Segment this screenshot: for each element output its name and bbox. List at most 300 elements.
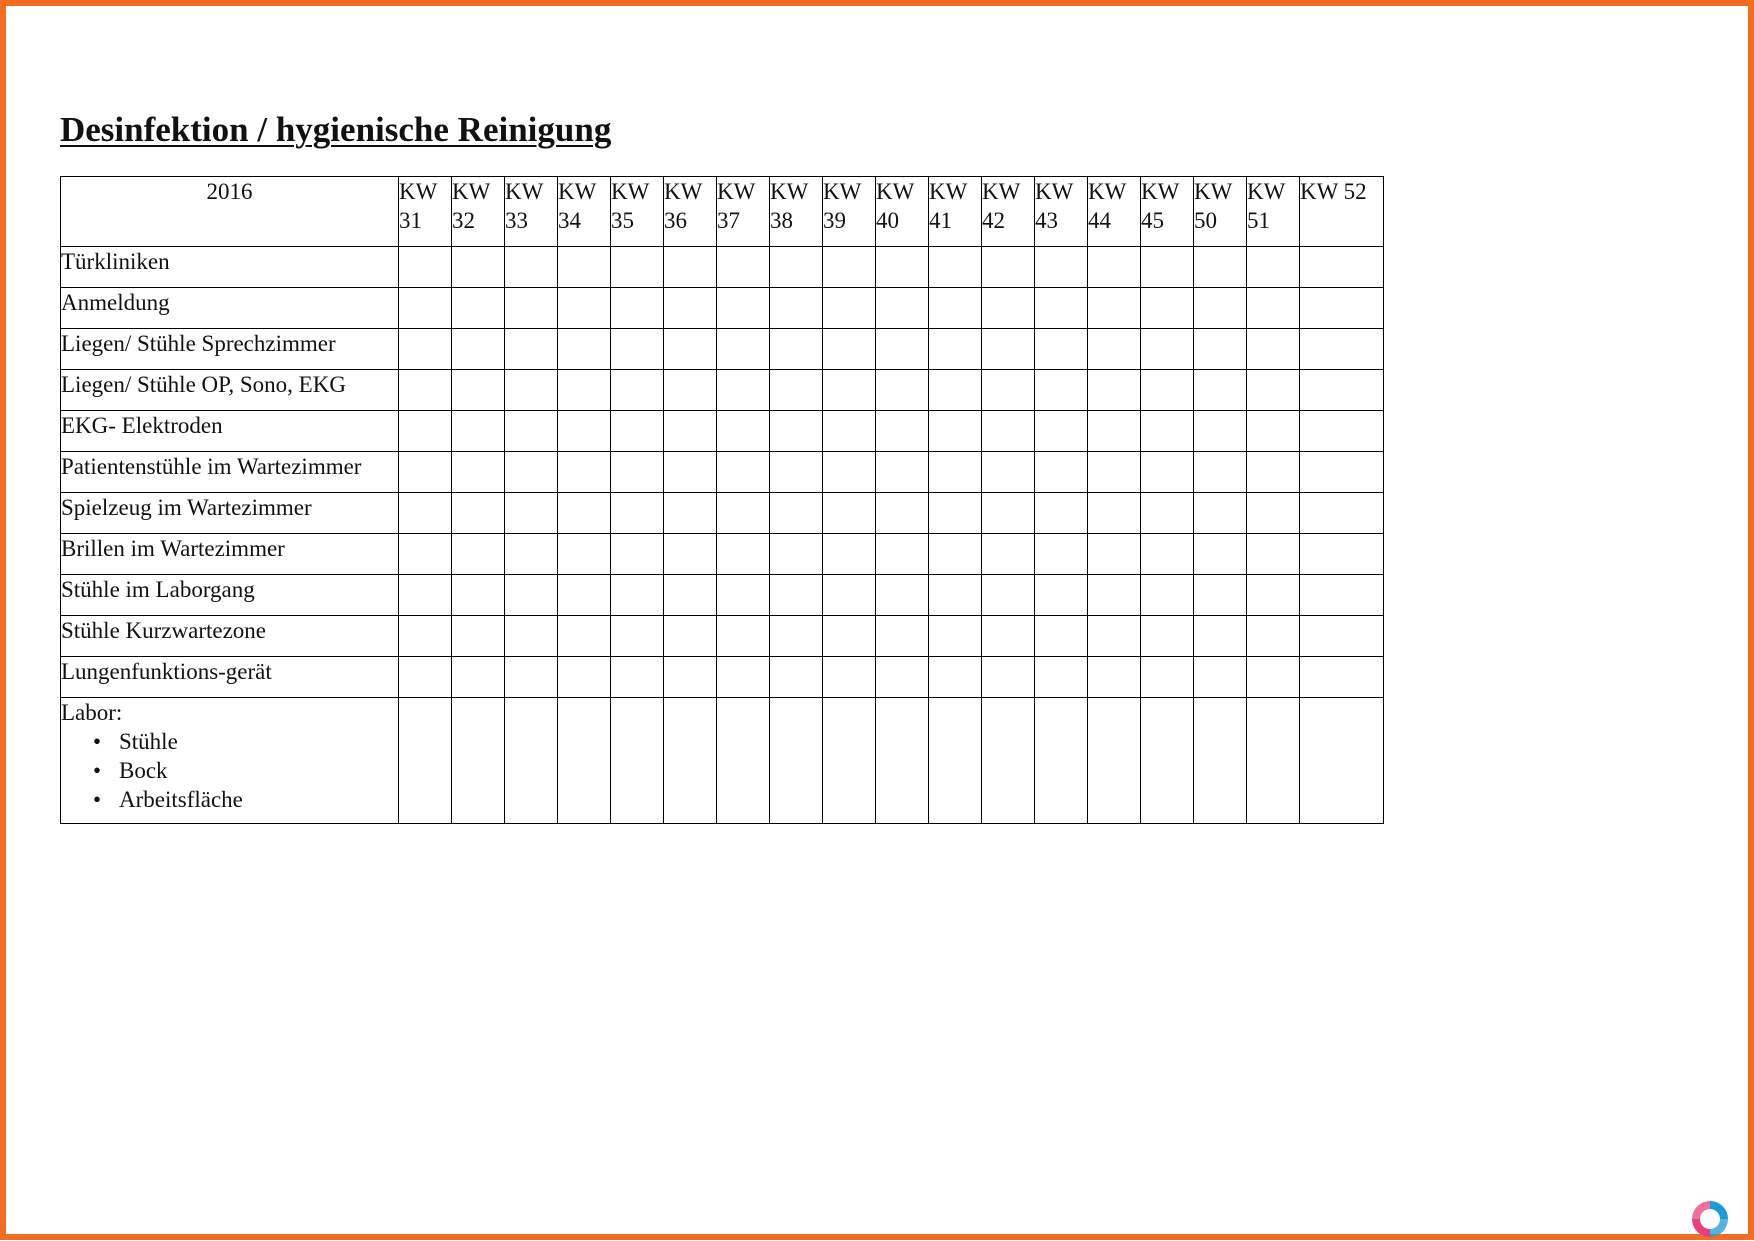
week-label: KW <box>611 179 650 204</box>
check-cell <box>823 534 876 575</box>
check-cell <box>1247 493 1300 534</box>
table-row <box>61 452 1384 493</box>
week-label: KW <box>1194 179 1233 204</box>
check-cell <box>823 616 876 657</box>
week-number: 36 <box>664 208 687 233</box>
check-cell <box>558 329 611 370</box>
check-cell <box>664 411 717 452</box>
check-cell <box>1035 247 1088 288</box>
check-cell <box>717 575 770 616</box>
check-cell <box>1141 616 1194 657</box>
check-cell <box>1247 329 1300 370</box>
check-cell <box>876 616 929 657</box>
check-cell <box>982 534 1035 575</box>
check-cell <box>982 411 1035 452</box>
check-cell <box>1035 370 1088 411</box>
list-item: • Arbeitsfläche <box>119 785 398 814</box>
check-cell <box>1035 657 1088 698</box>
check-cell <box>664 493 717 534</box>
check-cell <box>558 411 611 452</box>
week-label: KW <box>876 179 915 204</box>
table-row-labor <box>61 698 1384 824</box>
check-cell <box>1141 329 1194 370</box>
check-cell <box>1088 247 1141 288</box>
check-cell <box>611 370 664 411</box>
check-cell <box>1088 616 1141 657</box>
check-cell <box>1300 411 1384 452</box>
week-label: KW <box>929 179 968 204</box>
row-label: Lungenfunktions-gerät <box>61 657 399 698</box>
week-label: KW <box>452 179 491 204</box>
week-number: 41 <box>929 208 952 233</box>
disinfection-schedule-table <box>60 176 1384 824</box>
week-number: 45 <box>1141 208 1164 233</box>
week-header <box>399 177 452 247</box>
check-cell <box>717 534 770 575</box>
check-cell <box>1247 370 1300 411</box>
check-cell <box>1300 534 1384 575</box>
week-header <box>505 177 558 247</box>
check-cell <box>823 329 876 370</box>
check-cell <box>664 616 717 657</box>
table-row <box>61 657 1384 698</box>
check-cell <box>876 452 929 493</box>
week-label: KW <box>717 179 756 204</box>
table-row <box>61 329 1384 370</box>
check-cell <box>1035 411 1088 452</box>
week-header <box>1035 177 1088 247</box>
week-header <box>717 177 770 247</box>
check-cell <box>611 616 664 657</box>
check-cell <box>399 657 452 698</box>
check-cell <box>982 370 1035 411</box>
check-cell <box>1194 288 1247 329</box>
check-cell <box>982 616 1035 657</box>
check-cell <box>452 247 505 288</box>
check-cell <box>664 288 717 329</box>
week-header <box>1300 177 1384 247</box>
check-cell <box>876 534 929 575</box>
week-label: KW <box>399 179 438 204</box>
check-cell <box>770 575 823 616</box>
week-label: KW <box>770 179 809 204</box>
check-cell <box>1194 370 1247 411</box>
check-cell <box>876 575 929 616</box>
check-cell <box>1141 698 1194 824</box>
check-cell <box>399 616 452 657</box>
week-number: 44 <box>1088 208 1111 233</box>
check-cell <box>1141 452 1194 493</box>
check-cell <box>717 493 770 534</box>
check-cell <box>664 575 717 616</box>
check-cell <box>558 493 611 534</box>
check-cell <box>1300 616 1384 657</box>
check-cell <box>770 534 823 575</box>
week-header <box>770 177 823 247</box>
row-label: Stühle im Laborgang <box>61 575 399 616</box>
check-cell <box>505 411 558 452</box>
check-cell <box>505 370 558 411</box>
check-cell <box>505 329 558 370</box>
check-cell <box>1194 698 1247 824</box>
check-cell <box>717 247 770 288</box>
check-cell <box>823 575 876 616</box>
check-cell <box>717 616 770 657</box>
check-cell <box>770 452 823 493</box>
check-cell <box>876 288 929 329</box>
check-cell <box>1088 534 1141 575</box>
check-cell <box>558 247 611 288</box>
check-cell <box>611 575 664 616</box>
week-number: 32 <box>452 208 475 233</box>
labor-items-list <box>61 727 398 814</box>
check-cell <box>558 616 611 657</box>
check-cell <box>558 370 611 411</box>
check-cell <box>929 575 982 616</box>
check-cell <box>1194 616 1247 657</box>
check-cell <box>1247 411 1300 452</box>
check-cell <box>982 452 1035 493</box>
check-cell <box>1194 575 1247 616</box>
check-cell <box>399 493 452 534</box>
check-cell <box>929 452 982 493</box>
check-cell <box>452 288 505 329</box>
check-cell <box>1088 452 1141 493</box>
week-header <box>611 177 664 247</box>
check-cell <box>1300 370 1384 411</box>
week-number: 50 <box>1194 208 1217 233</box>
week-number: 34 <box>558 208 581 233</box>
check-cell <box>505 247 558 288</box>
check-cell <box>452 534 505 575</box>
check-cell <box>770 288 823 329</box>
week-header <box>823 177 876 247</box>
check-cell <box>1141 493 1194 534</box>
week-header <box>876 177 929 247</box>
check-cell <box>717 657 770 698</box>
check-cell <box>982 329 1035 370</box>
row-label: Türkliniken <box>61 247 399 288</box>
check-cell <box>1300 575 1384 616</box>
check-cell <box>558 657 611 698</box>
check-cell <box>982 698 1035 824</box>
check-cell <box>452 493 505 534</box>
check-cell <box>558 288 611 329</box>
check-cell <box>1035 493 1088 534</box>
check-cell <box>1035 534 1088 575</box>
row-label: Patientenstühle im Wartezimmer <box>61 452 399 493</box>
check-cell <box>664 452 717 493</box>
week-number: 40 <box>876 208 899 233</box>
check-cell <box>664 247 717 288</box>
list-item: • Bock <box>119 756 398 785</box>
check-cell <box>929 329 982 370</box>
check-cell <box>399 329 452 370</box>
circular-arrows-logo-icon <box>1688 1197 1732 1241</box>
check-cell <box>1141 288 1194 329</box>
check-cell <box>505 698 558 824</box>
check-cell <box>399 288 452 329</box>
check-cell <box>399 534 452 575</box>
week-header <box>982 177 1035 247</box>
check-cell <box>823 698 876 824</box>
check-cell <box>399 698 452 824</box>
table-row <box>61 493 1384 534</box>
check-cell <box>1088 329 1141 370</box>
week-label: KW 52 <box>1300 179 1367 204</box>
check-cell <box>399 575 452 616</box>
check-cell <box>770 616 823 657</box>
check-cell <box>1141 247 1194 288</box>
check-cell <box>664 370 717 411</box>
check-cell <box>1194 657 1247 698</box>
check-cell <box>1088 370 1141 411</box>
check-cell <box>452 329 505 370</box>
week-number: 42 <box>982 208 1005 233</box>
row-label: Spielzeug im Wartezimmer <box>61 493 399 534</box>
check-cell <box>823 452 876 493</box>
labor-label-cell <box>61 698 399 824</box>
week-label: KW <box>558 179 597 204</box>
check-cell <box>558 575 611 616</box>
check-cell <box>717 698 770 824</box>
check-cell <box>1088 575 1141 616</box>
check-cell <box>929 657 982 698</box>
check-cell <box>982 247 1035 288</box>
check-cell <box>1194 534 1247 575</box>
week-label: KW <box>1088 179 1127 204</box>
check-cell <box>929 288 982 329</box>
check-cell <box>1035 698 1088 824</box>
week-label: KW <box>823 179 862 204</box>
check-cell <box>399 411 452 452</box>
check-cell <box>1300 452 1384 493</box>
check-cell <box>452 575 505 616</box>
check-cell <box>876 657 929 698</box>
check-cell <box>982 493 1035 534</box>
check-cell <box>452 616 505 657</box>
check-cell <box>717 452 770 493</box>
row-label: EKG- Elektroden <box>61 411 399 452</box>
check-cell <box>505 616 558 657</box>
page-title: Desinfektion / hygienische Reinigung <box>60 110 612 149</box>
week-label: KW <box>505 179 544 204</box>
week-header <box>1194 177 1247 247</box>
check-cell <box>1035 575 1088 616</box>
check-cell <box>929 616 982 657</box>
table-row <box>61 411 1384 452</box>
check-cell <box>452 698 505 824</box>
check-cell <box>611 493 664 534</box>
check-cell <box>1088 657 1141 698</box>
check-cell <box>664 534 717 575</box>
table-row <box>61 370 1384 411</box>
check-cell <box>664 657 717 698</box>
check-cell <box>929 411 982 452</box>
row-label: Liegen/ Stühle OP, Sono, EKG <box>61 370 399 411</box>
week-number: 51 <box>1247 208 1270 233</box>
week-header <box>452 177 505 247</box>
check-cell <box>558 534 611 575</box>
check-cell <box>664 329 717 370</box>
check-cell <box>982 288 1035 329</box>
check-cell <box>1194 329 1247 370</box>
week-number: 43 <box>1035 208 1058 233</box>
check-cell <box>1300 698 1384 824</box>
check-cell <box>611 698 664 824</box>
week-label: KW <box>982 179 1021 204</box>
check-cell <box>1035 452 1088 493</box>
check-cell <box>770 493 823 534</box>
table-header-row <box>61 177 1384 247</box>
check-cell <box>770 370 823 411</box>
check-cell <box>1088 288 1141 329</box>
check-cell <box>1247 575 1300 616</box>
check-cell <box>664 698 717 824</box>
week-header <box>1247 177 1300 247</box>
week-label: KW <box>664 179 703 204</box>
check-cell <box>717 288 770 329</box>
table-row <box>61 575 1384 616</box>
check-cell <box>505 493 558 534</box>
check-cell <box>929 534 982 575</box>
check-cell <box>1300 288 1384 329</box>
check-cell <box>611 411 664 452</box>
check-cell <box>823 247 876 288</box>
check-cell <box>1035 616 1088 657</box>
check-cell <box>611 657 664 698</box>
check-cell <box>823 288 876 329</box>
check-cell <box>823 493 876 534</box>
check-cell <box>1247 247 1300 288</box>
check-cell <box>929 493 982 534</box>
check-cell <box>1300 329 1384 370</box>
check-cell <box>1088 411 1141 452</box>
week-number: 38 <box>770 208 793 233</box>
check-cell <box>1194 411 1247 452</box>
check-cell <box>876 411 929 452</box>
check-cell <box>505 452 558 493</box>
check-cell <box>505 575 558 616</box>
check-cell <box>1247 657 1300 698</box>
check-cell <box>1141 534 1194 575</box>
week-header <box>664 177 717 247</box>
row-label: Stühle Kurzwartezone <box>61 616 399 657</box>
check-cell <box>717 370 770 411</box>
check-cell <box>929 247 982 288</box>
week-header <box>1141 177 1194 247</box>
check-cell <box>1194 247 1247 288</box>
check-cell <box>1035 288 1088 329</box>
check-cell <box>452 370 505 411</box>
check-cell <box>1141 657 1194 698</box>
check-cell <box>1194 452 1247 493</box>
check-cell <box>611 452 664 493</box>
check-cell <box>1247 616 1300 657</box>
row-label: Anmeldung <box>61 288 399 329</box>
week-label: KW <box>1247 179 1286 204</box>
table-row <box>61 534 1384 575</box>
week-number: 31 <box>399 208 422 233</box>
list-item: • Stühle <box>119 727 398 756</box>
row-label: Liegen/ Stühle Sprechzimmer <box>61 329 399 370</box>
check-cell <box>823 411 876 452</box>
check-cell <box>505 657 558 698</box>
check-cell <box>399 370 452 411</box>
check-cell <box>876 329 929 370</box>
check-cell <box>1300 247 1384 288</box>
check-cell <box>876 370 929 411</box>
check-cell <box>505 534 558 575</box>
check-cell <box>982 575 1035 616</box>
check-cell <box>1088 493 1141 534</box>
table-row <box>61 616 1384 657</box>
check-cell <box>876 698 929 824</box>
week-header <box>1088 177 1141 247</box>
week-label: KW <box>1141 179 1180 204</box>
check-cell <box>717 329 770 370</box>
check-cell <box>1194 493 1247 534</box>
check-cell <box>1035 329 1088 370</box>
check-cell <box>770 657 823 698</box>
check-cell <box>452 452 505 493</box>
check-cell <box>823 657 876 698</box>
week-label: KW <box>1035 179 1074 204</box>
check-cell <box>929 698 982 824</box>
check-cell <box>1247 534 1300 575</box>
check-cell <box>876 247 929 288</box>
check-cell <box>1247 452 1300 493</box>
check-cell <box>929 370 982 411</box>
check-cell <box>611 329 664 370</box>
labor-label: Labor: <box>61 700 123 725</box>
check-cell <box>452 657 505 698</box>
week-header <box>929 177 982 247</box>
check-cell <box>876 493 929 534</box>
check-cell <box>1247 288 1300 329</box>
check-cell <box>399 452 452 493</box>
check-cell <box>558 452 611 493</box>
check-cell <box>611 288 664 329</box>
week-number: 39 <box>823 208 846 233</box>
check-cell <box>505 288 558 329</box>
week-header <box>558 177 611 247</box>
check-cell <box>1141 575 1194 616</box>
check-cell <box>770 411 823 452</box>
check-cell <box>1141 370 1194 411</box>
week-number: 37 <box>717 208 740 233</box>
check-cell <box>1088 698 1141 824</box>
check-cell <box>770 329 823 370</box>
check-cell <box>1141 411 1194 452</box>
check-cell <box>1300 657 1384 698</box>
check-cell <box>611 247 664 288</box>
year-header: 2016 <box>61 177 399 247</box>
check-cell <box>770 698 823 824</box>
check-cell <box>452 411 505 452</box>
check-cell <box>1300 493 1384 534</box>
row-label: Brillen im Wartezimmer <box>61 534 399 575</box>
table-row <box>61 247 1384 288</box>
check-cell <box>1247 698 1300 824</box>
check-cell <box>823 370 876 411</box>
check-cell <box>611 534 664 575</box>
check-cell <box>770 247 823 288</box>
check-cell <box>717 411 770 452</box>
table-row <box>61 288 1384 329</box>
week-number: 33 <box>505 208 528 233</box>
check-cell <box>399 247 452 288</box>
